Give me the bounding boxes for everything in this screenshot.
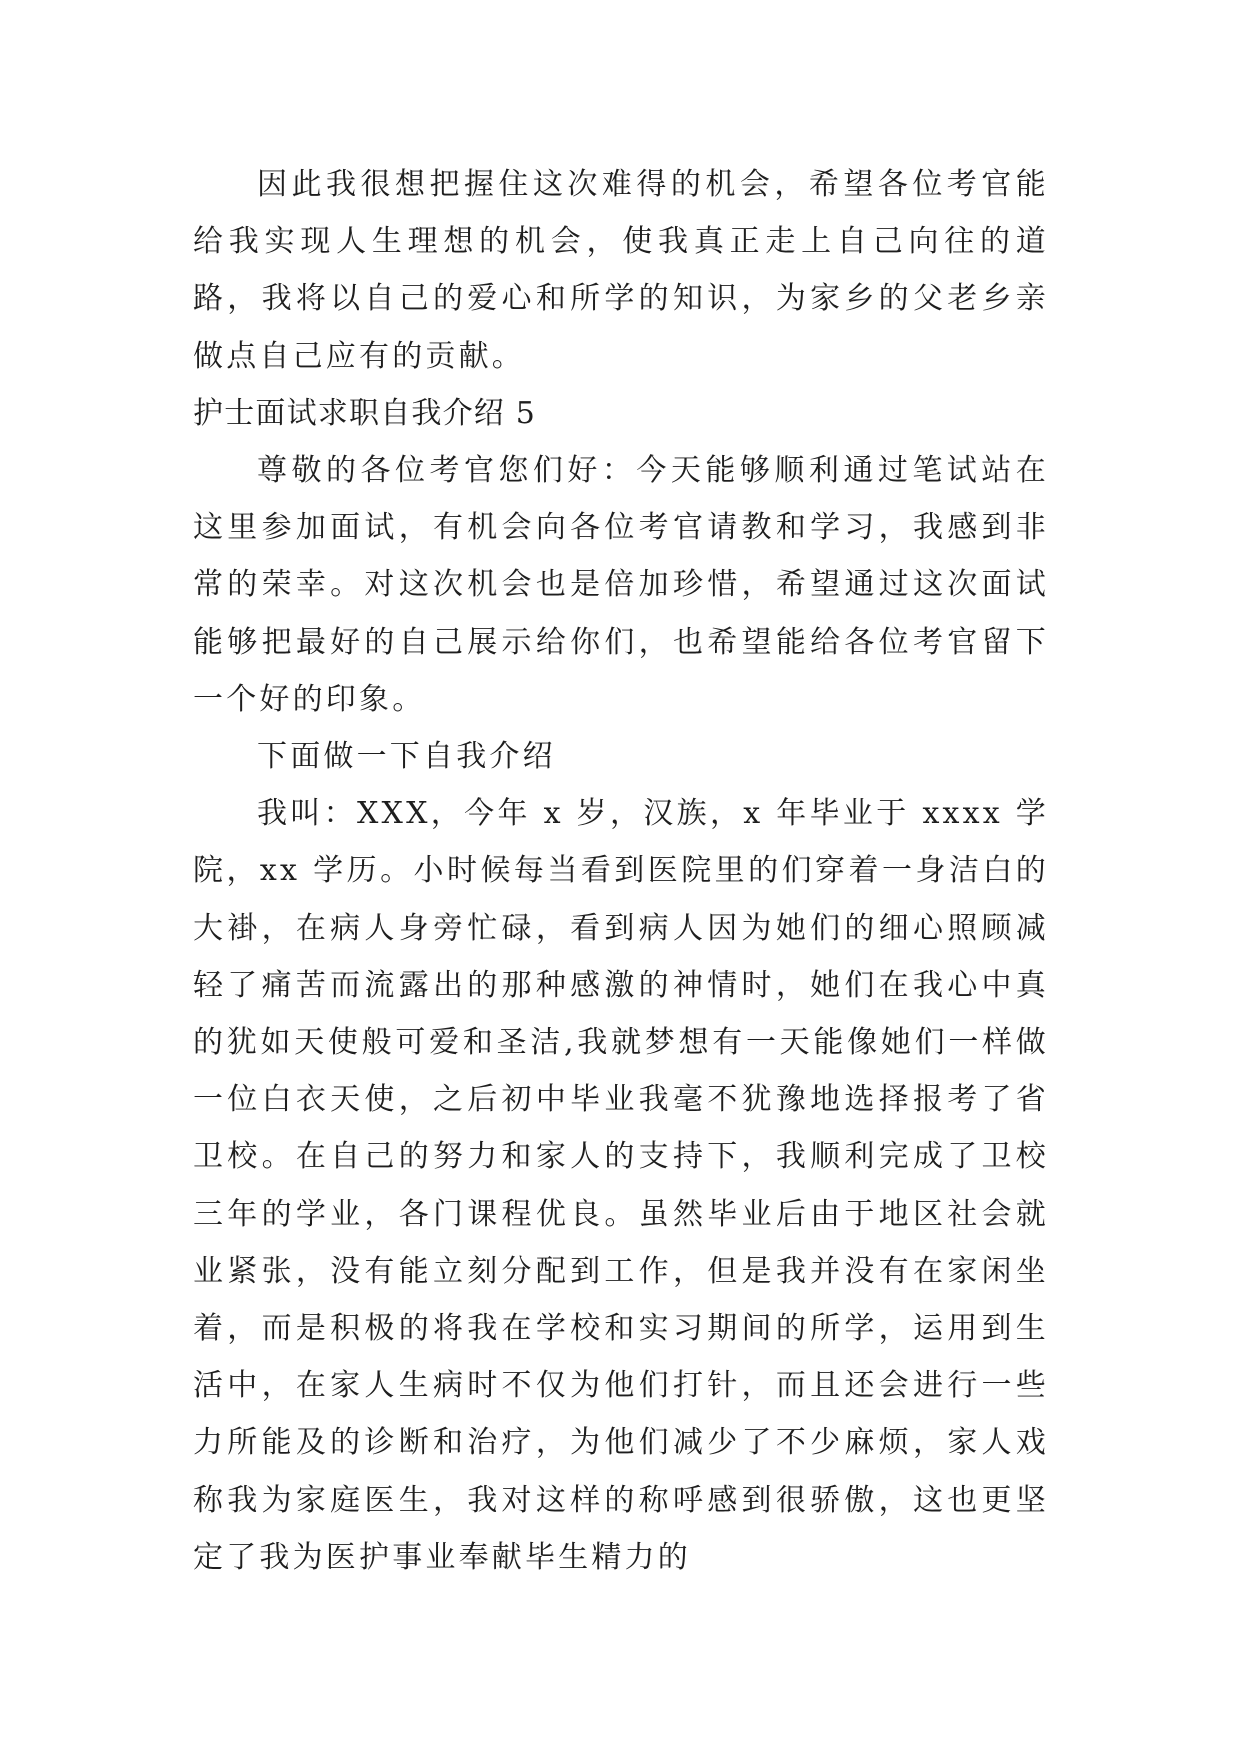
paragraph-greeting: 尊敬的各位考官您们好：今天能够顺利通过笔试站在这里参加面试，有机会向各位考官请教和学习，我感到非常的荣幸。对这次机会也是倍加珍惜，希望通过这次面试能够把最好的自己展示给你们，也希望能给各位考官留下一个好的印象。 — [193, 453, 1049, 717]
document-body — [193, 156, 1049, 1586]
paragraph-self-introduction: 我叫：XXX，今年 x 岁，汉族，x 年毕业于 xxxx 学院，xx 学历。小时候每当看到医院里的们穿着一身洁白的大褂，在病人身旁忙碌，看到病人因为她们的细心照顾减轻了痛苦而流露出的那种感激的神情时，她们在我心中真的犹如天使般可爱和圣洁,我就梦想有一天能像她们一样做一位白衣天使，之后初中毕业我毫不犹豫地选择报考了省卫校。在自己的努力和家人的支持下，我顺利完成了卫校三年的学业，各门课程优良。虽然毕业后由于地区社会就业紧张，没有能立刻分配到工作，但是我并没有在家闲坐着，而是积极的将我在学校和实习期间的所学，运用到生活中，在家人生病时不仅为他们打针，而且还会进行一些力所能及的诊断和治疗，为他们减少了不少麻烦，家人戏称我为家庭医生，我对这样的称呼感到很骄傲，这也更坚定了我为医护事业奉献毕生精力的 — [193, 796, 1049, 1575]
section-heading: 护士面试求职自我介绍 5 — [193, 395, 537, 431]
paragraph-intro-lead: 下面做一下自我介绍 — [257, 739, 556, 775]
paragraph-opportunity: 因此我很想把握住这次难得的机会，希望各位考官能给我实现人生理想的机会，使我真正走上自己向往的道路，我将以自己的爱心和所学的知识，为家乡的父老乡亲做点自己应有的贡献。 — [193, 167, 1049, 374]
